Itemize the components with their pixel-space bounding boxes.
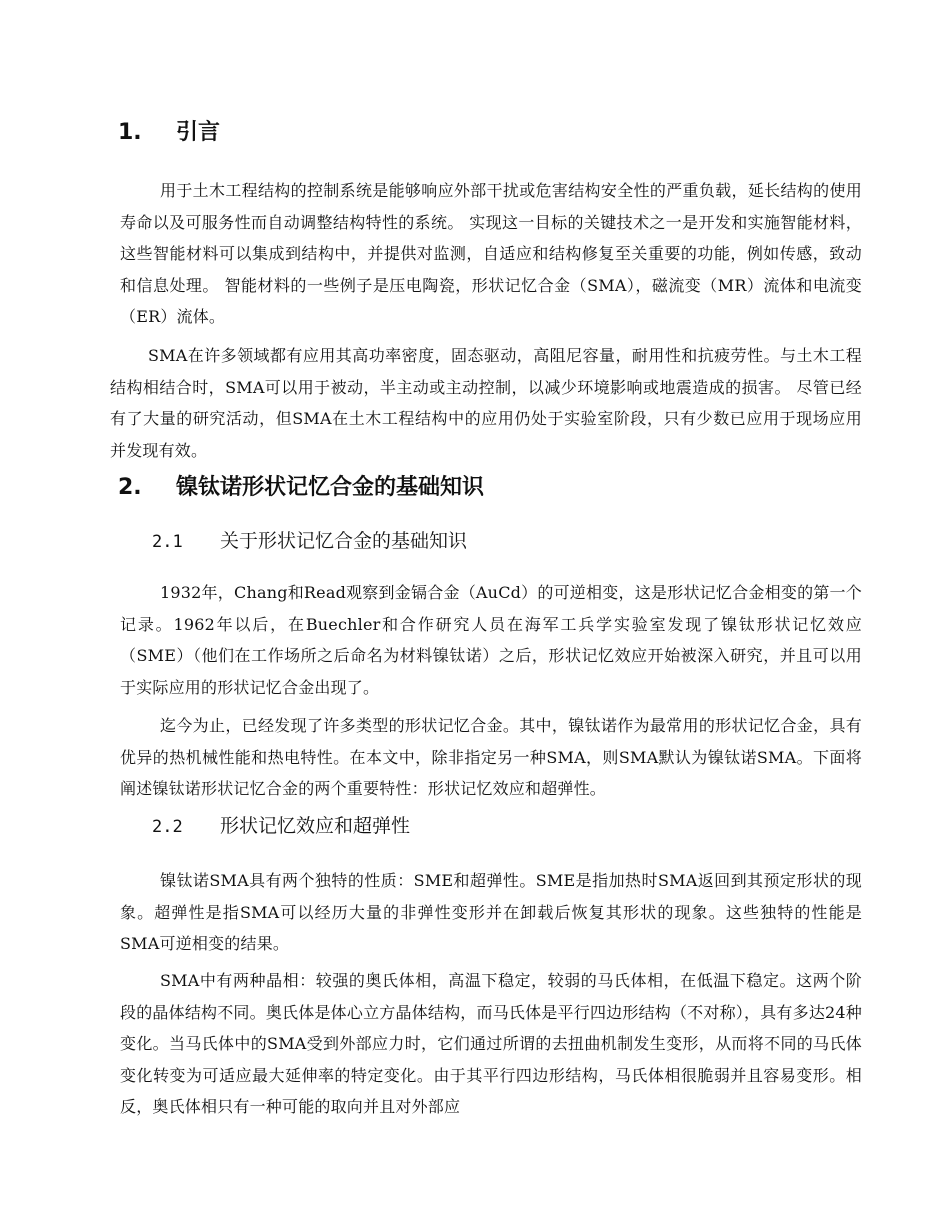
paragraph-intro-2: SMA在许多领域都有应用其高功率密度，固态驱动，高阻尼容量，耐用性和抗疲劳性。与土木工程结构相结合时，SMA可以用于被动，半主动或主动控制，以减少环境影响或地震造成的损害。 尽管已经有了大量的研究活动，但SMA在土木工程结构中的应用仍处于实验室阶段，只有少数已应用于现场应用并发现有效。 xyxy=(110,346,862,460)
section-number: 1. xyxy=(118,120,142,145)
section-number: 2.2 xyxy=(152,817,183,837)
section-1-heading xyxy=(118,118,220,148)
section-title: 引言 xyxy=(176,120,221,145)
section-title: 关于形状记忆合金的基础知识 xyxy=(220,530,468,552)
section-number: 2.1 xyxy=(152,532,183,552)
paragraph-sma-history: 1932年，Chang和Read观察到金镉合金（AuCd）的可逆相变，这是形状记忆合金相变的第一个记录。1962年以后，在Buechler和合作研究人员在海军工兵学实验室发现了镍钛形状记忆效应（SME）（他们在工作场所之后命名为材料镍钛诺）之后，形状记忆效应开始被深入研究，并且可以用于实际应用的形状记忆合金出现了。 xyxy=(120,583,862,697)
section-2-heading xyxy=(118,473,484,503)
section-2-2-heading xyxy=(152,812,410,841)
section-2-1-heading xyxy=(152,527,467,556)
paragraph-sma-types: 迄今为止，已经发现了许多类型的形状记忆合金。其中，镍钛诺作为最常用的形状记忆合金，具有优异的热机械性能和热电特性。在本文中，除非指定另一种SMA，则SMA默认为镍钛诺SMA。下面将阐述镍钛诺形状记忆合金的两个重要特性：形状记忆效应和超弹性。 xyxy=(120,716,862,798)
section-title: 镍钛诺形状记忆合金的基础知识 xyxy=(176,475,485,500)
paragraph-sme-superelasticity: 镍钛诺SMA具有两个独特的性质：SME和超弹性。SME是指加热时SMA返回到其预定形状的现象。超弹性是指SMA可以经历大量的非弹性变形并在卸载后恢复其形状的现象。这些独特的性能是SMA可逆相变的结果。 xyxy=(120,871,862,953)
paragraph-crystal-phases: SMA中有两种晶相：较强的奥氏体相，高温下稳定，较弱的马氏体相，在低温下稳定。这两个阶段的晶体结构不同。奥氏体是体心立方晶体结构，而马氏体是平行四边形结构（不对称），具有多达24种变化。当马氏体中的SMA受到外部应力时，它们通过所谓的去扭曲机制发生变形，从而将不同的马氏体变化转变为可适应最大延伸率的特定变化。由于其平行四边形结构，马氏体相很脆弱并且容易变形。相反，奥氏体相只有一种可能的取向并且对外部应 xyxy=(120,971,862,1116)
section-title: 形状记忆效应和超弹性 xyxy=(220,815,411,837)
paragraph-intro-1: 用于土木工程结构的控制系统是能够响应外部干扰或危害结构安全性的严重负载，延长结构的使用寿命以及可服务性而自动调整结构特性的系统。 实现这一目标的关键技术之一是开发和实施智能材料，这些智能材料可以集成到结构中，并提供对监测，自适应和结构修复至关重要的功能，例如传感，致动和信息处理。 智能材料的一些例子是压电陶瓷，形状记忆合金（SMA），磁流变（MR）流体和电流变（ER）流体。 xyxy=(120,181,862,326)
section-number: 2. xyxy=(118,475,142,500)
